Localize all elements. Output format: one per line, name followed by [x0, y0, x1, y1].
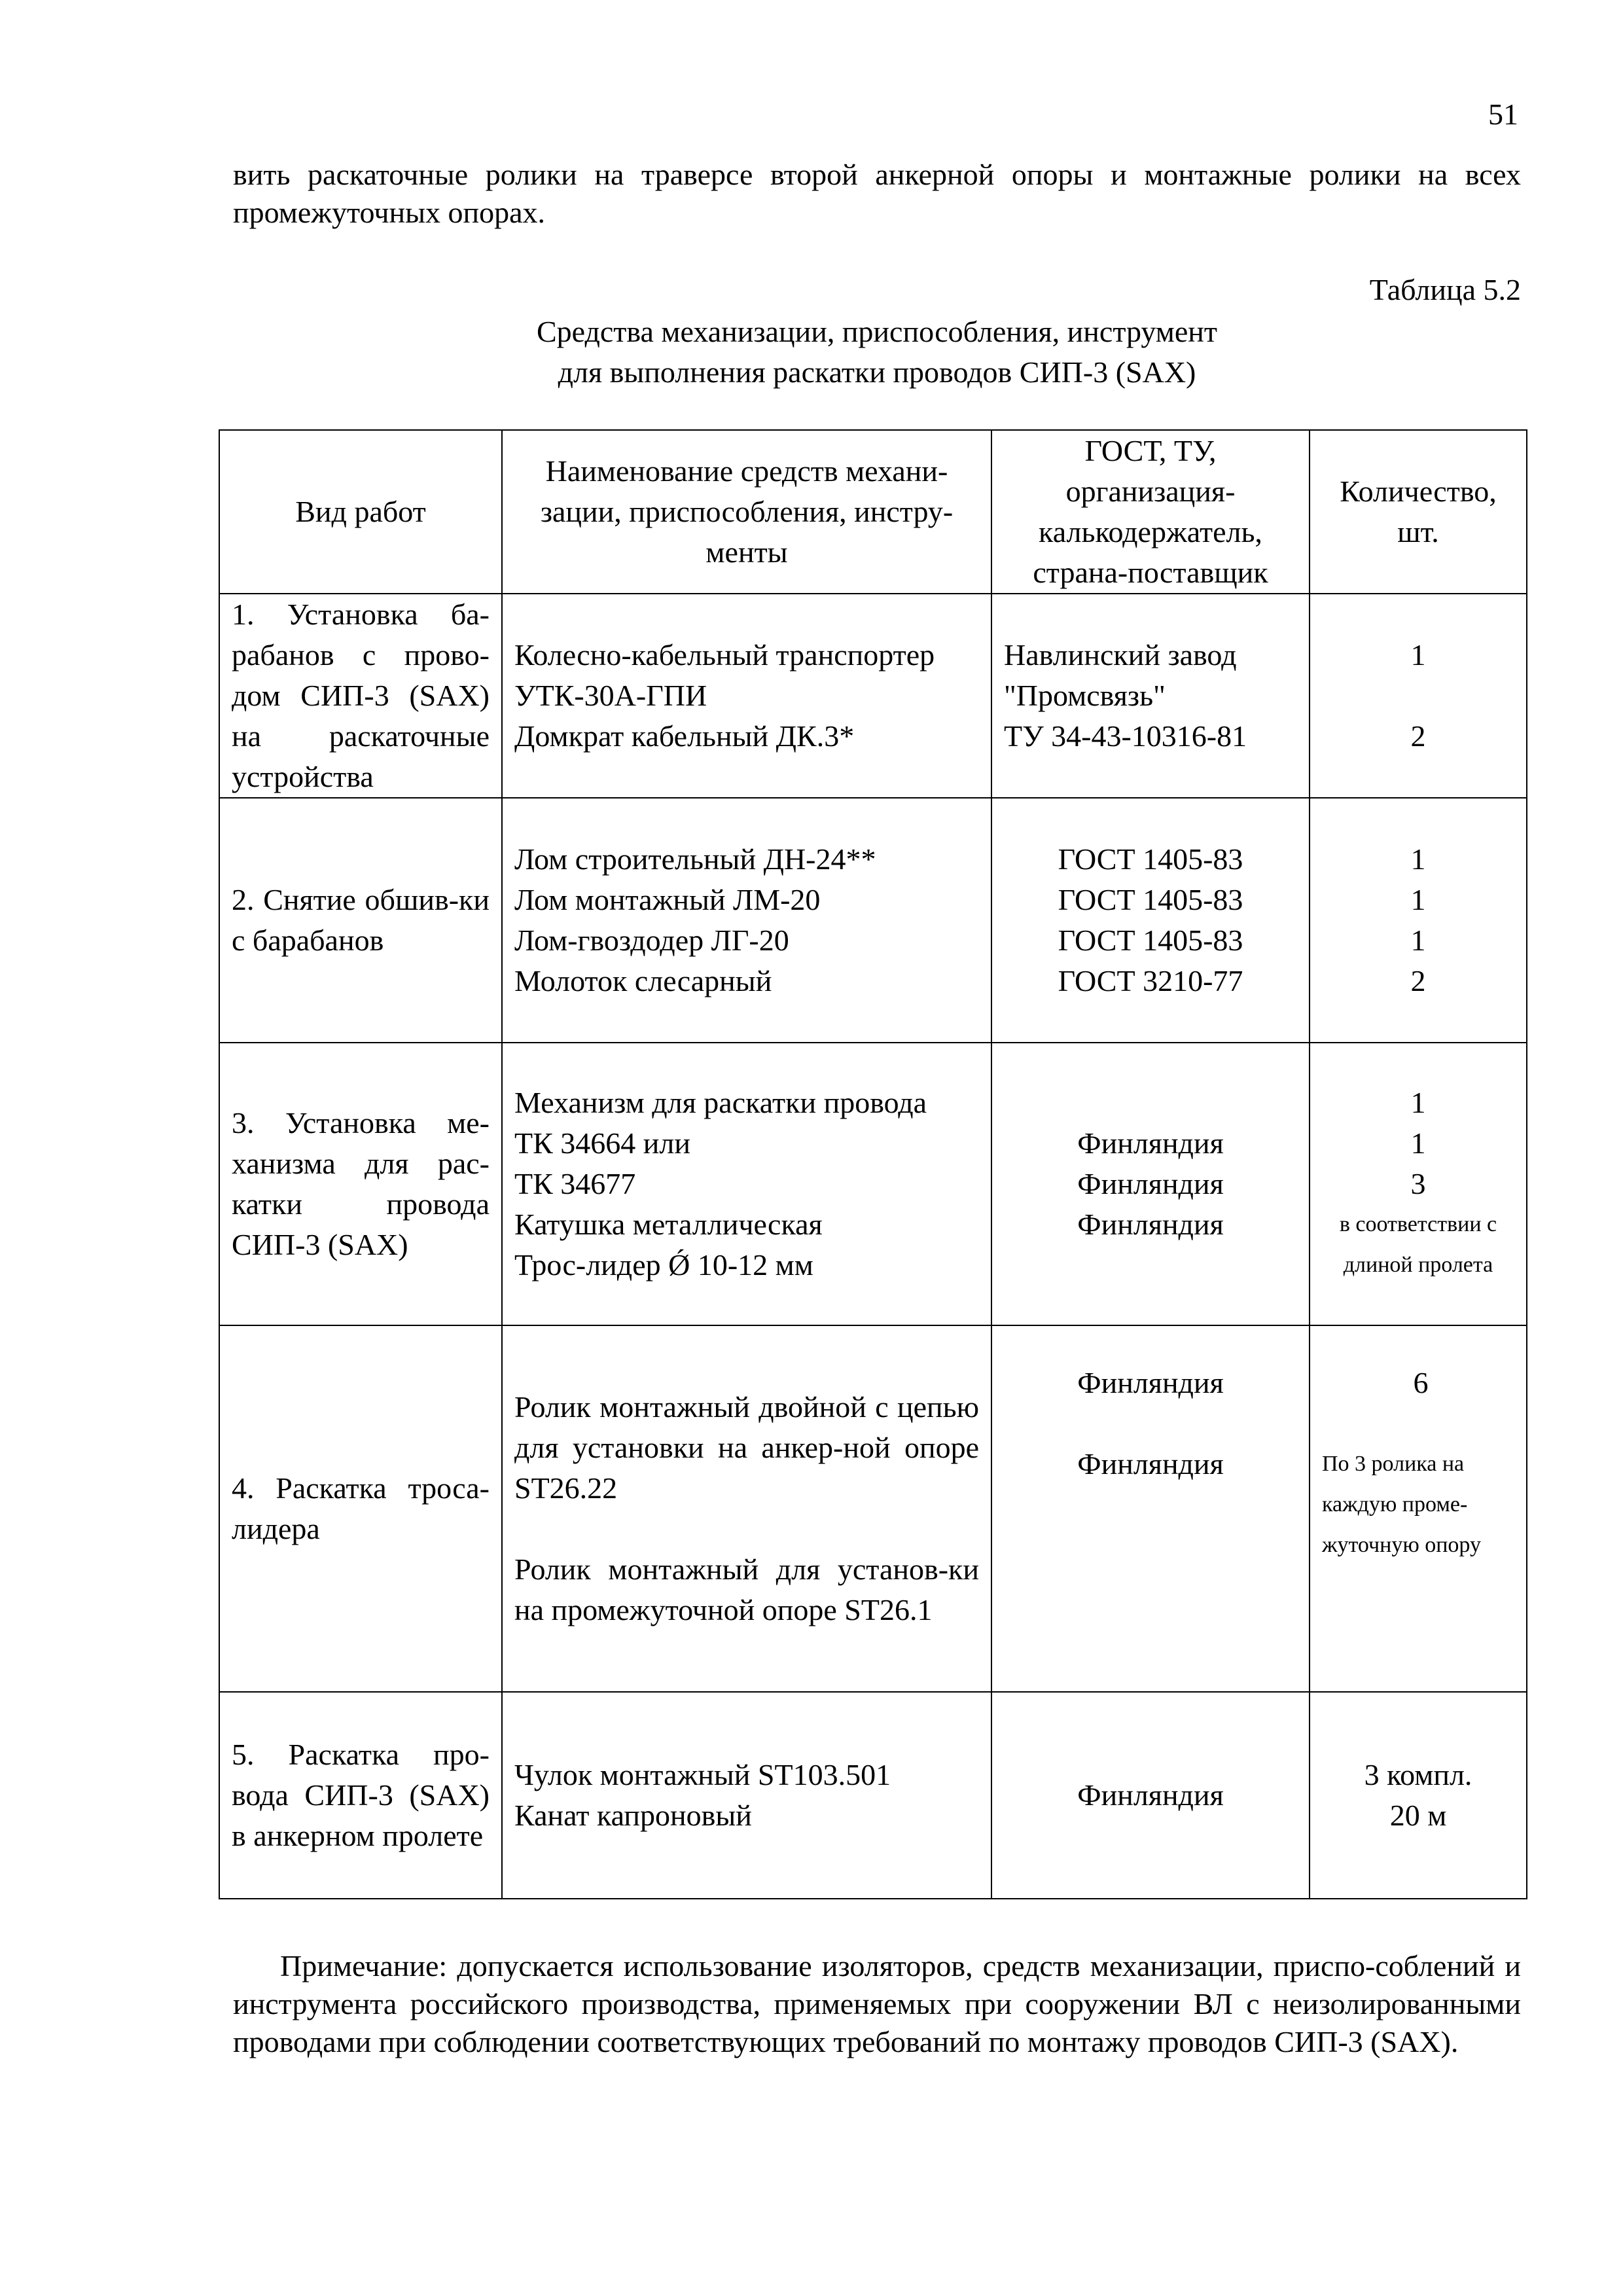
- row-3-qty-3: 3: [1410, 1167, 1426, 1200]
- row-3-qty: [1310, 1043, 1527, 1325]
- row-1-qty-1: 1: [1410, 638, 1426, 672]
- intro-paragraph: вить раскаточные ролики на траверсе второй анкерной опоры и монтажные ролики на всех промежуточных опорах.: [233, 158, 1521, 229]
- row-2-name-3: Лом-гвоздодер ЛГ-20: [514, 924, 789, 957]
- row-2-name-2: Лом монтажный ЛМ-20: [514, 883, 821, 916]
- row-2-gost-2: ГОСТ 1405-83: [1058, 883, 1243, 916]
- row-5-qty-1: 3 компл.: [1364, 1758, 1472, 1791]
- table-row: [219, 1043, 1527, 1325]
- row-2-name-4: Молоток слесарный: [514, 964, 772, 997]
- row-4-work: 4. Раскатка троса-лидера: [219, 1325, 502, 1692]
- row-1-gost: [991, 594, 1310, 798]
- row-3-name-1: Механизм для раскатки провода: [514, 1086, 927, 1119]
- row-4-gost-b: Финляндия: [1077, 1447, 1224, 1480]
- row-5-work: 5. Раскатка про-вода СИП-3 (SAX) в анкерном пролете: [219, 1692, 502, 1899]
- row-1-work: 1. Установка ба-рабанов с прово-дом СИП-3 (SAX) на раскаточные устройства: [219, 594, 502, 798]
- table-row: [219, 1325, 1527, 1692]
- row-2-name-1: Лом строительный ДН-24**: [514, 842, 876, 876]
- row-1-qty-2: [1322, 675, 1514, 716]
- row-4-qty: [1310, 1325, 1527, 1692]
- row-5-name-2: Канат капроновый: [514, 1799, 752, 1832]
- row-4-name-b: Ролик монтажный для установ-ки на промежуточной опоре ST26.1: [514, 1552, 979, 1626]
- table-header-row: [219, 430, 1527, 594]
- row-2-qty-1: 1: [1410, 842, 1426, 876]
- row-2-gost-3: ГОСТ 1405-83: [1058, 924, 1243, 957]
- row-3-gost-2: Финляндия: [1077, 1167, 1224, 1200]
- row-2-qty-2: 1: [1410, 883, 1426, 916]
- caption-line-2: для выполнения раскатки проводов СИП-3 (SAX): [558, 355, 1196, 389]
- row-1-names: [502, 594, 991, 798]
- row-2-gost: [991, 798, 1310, 1043]
- row-5-gost: Финляндия: [991, 1692, 1310, 1899]
- row-4-gost: [991, 1325, 1310, 1692]
- note-paragraph: Примечание: допускается использование изоляторов, средств механизации, приспо-соблений и инструмента российского производства, применяемых при сооружении ВЛ с неизолированными проводами при соблюдении соответствующих требований по монтажу проводов СИП-3 (SAX).: [233, 1949, 1521, 2058]
- row-3-qty-1: 1: [1410, 1086, 1426, 1119]
- header-name: Наименование средств механи-зации, приспособления, инстру-менты: [502, 430, 991, 594]
- row-1-gost-1: Навлинский завод: [1004, 638, 1237, 672]
- row-3-names: [502, 1043, 991, 1325]
- row-2-qty: [1310, 798, 1527, 1043]
- row-3-qty-note: в соответствии с длиной пролета: [1339, 1212, 1497, 1277]
- row-1-gost-3: ТУ 34-43-10316-81: [1004, 719, 1247, 753]
- row-2-qty-3: 1: [1410, 924, 1426, 957]
- row-3-gost: [991, 1043, 1310, 1325]
- row-3-qty-2: 1: [1410, 1126, 1426, 1160]
- row-3-work: 3. Установка ме-ханизма для рас-катки провода СИП-3 (SAX): [219, 1043, 502, 1325]
- header-work: Вид работ: [219, 430, 502, 594]
- row-2-gost-1: ГОСТ 1405-83: [1058, 842, 1243, 876]
- row-4-names: [502, 1325, 991, 1692]
- header-gost: ГОСТ, ТУ, организация-калькодержатель, страна-поставщик: [991, 430, 1310, 594]
- page-number: 51: [1488, 98, 1518, 131]
- row-3-name-4: Катушка металлическая: [514, 1208, 823, 1241]
- row-2-work: 2. Снятие обшив-ки с барабанов: [219, 798, 502, 1043]
- table-row: [219, 798, 1527, 1043]
- row-3-gost-3: Финляндия: [1077, 1208, 1224, 1241]
- row-4-qty-a: 6: [1413, 1366, 1429, 1399]
- row-1-qty: [1310, 594, 1527, 798]
- row-3-name-3: ТК 34677: [514, 1167, 636, 1200]
- row-4-name-a: Ролик монтажный двойной с цепью для установки на анкер-ной опоре ST26.22: [514, 1390, 979, 1505]
- row-5-qty: [1310, 1692, 1527, 1899]
- row-1-gost-2: "Промсвязь": [1004, 679, 1166, 712]
- caption-line-1: Средства механизации, приспособления, инструмент: [536, 315, 1218, 348]
- row-1-name-2: УТК-30А-ГПИ: [514, 679, 707, 712]
- row-1-name-3: Домкрат кабельный ДК.3*: [514, 719, 855, 753]
- row-3-name-2: ТК 34664 или: [514, 1126, 690, 1160]
- table-row: [219, 594, 1527, 798]
- row-4-gost-a: Финляндия: [1077, 1366, 1224, 1399]
- row-2-names: [502, 798, 991, 1043]
- row-3-gost-1: Финляндия: [1077, 1126, 1224, 1160]
- table-row: [219, 1692, 1527, 1899]
- row-5-name-1: Чулок монтажный ST103.501: [514, 1758, 891, 1791]
- row-4-qty-note: По 3 ролика на каждую проме-жуточную опору: [1322, 1452, 1481, 1557]
- row-2-qty-4: 2: [1410, 964, 1426, 997]
- header-qty: Количество, шт.: [1310, 430, 1527, 594]
- table-caption: [233, 312, 1521, 393]
- row-5-names: [502, 1692, 991, 1899]
- row-3-name-5: Трос-лидер Ǿ 10-12 мм: [514, 1248, 813, 1282]
- row-5-qty-2: 20 м: [1389, 1799, 1447, 1832]
- equipment-table: [219, 429, 1527, 1899]
- row-1-qty-3: 2: [1410, 719, 1426, 753]
- row-1-name-1: Колесно-кабельный транспортер: [514, 638, 935, 672]
- row-2-gost-4: ГОСТ 3210-77: [1058, 964, 1243, 997]
- table-label: Таблица 5.2: [1369, 273, 1521, 306]
